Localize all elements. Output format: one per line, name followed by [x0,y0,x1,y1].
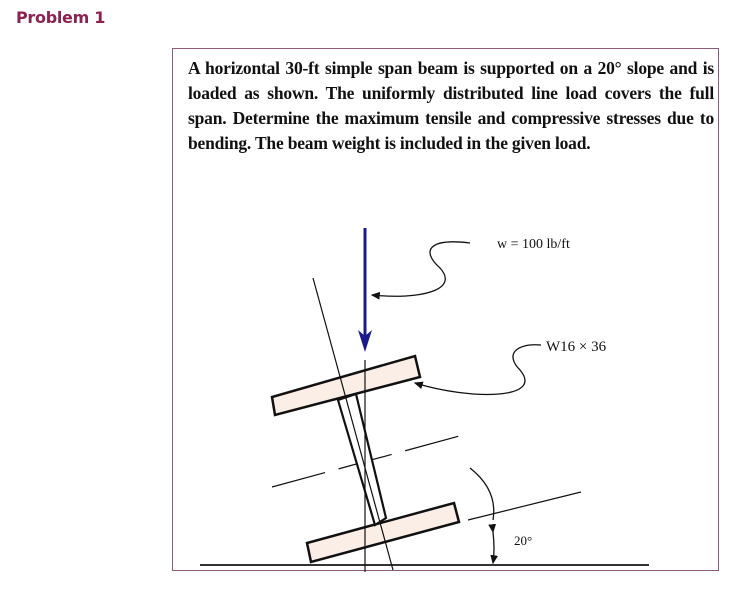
section-label: W16 × 36 [546,339,607,355]
problem-heading: Problem 1 [16,8,106,27]
web-axis-line [313,278,393,570]
section-leader [415,345,541,395]
load-leader [372,242,470,296]
web [338,394,386,525]
angle-arc [470,468,494,520]
load-arrow-icon [358,228,372,352]
problem-statement: A horizontal 30-ft simple span beam is supported on a 20° slope and is loaded as shown. The uniformly distributed line load covers the full span. Determine the maximum tensile and compressive stresses due to bending. The beam weight is included in the given load. [188,58,714,153]
load-label: w = 100 lb/ft [497,237,570,252]
angle-arc-lower [493,532,494,563]
slope-line [468,492,581,520]
angle-label: 20° [514,533,533,548]
